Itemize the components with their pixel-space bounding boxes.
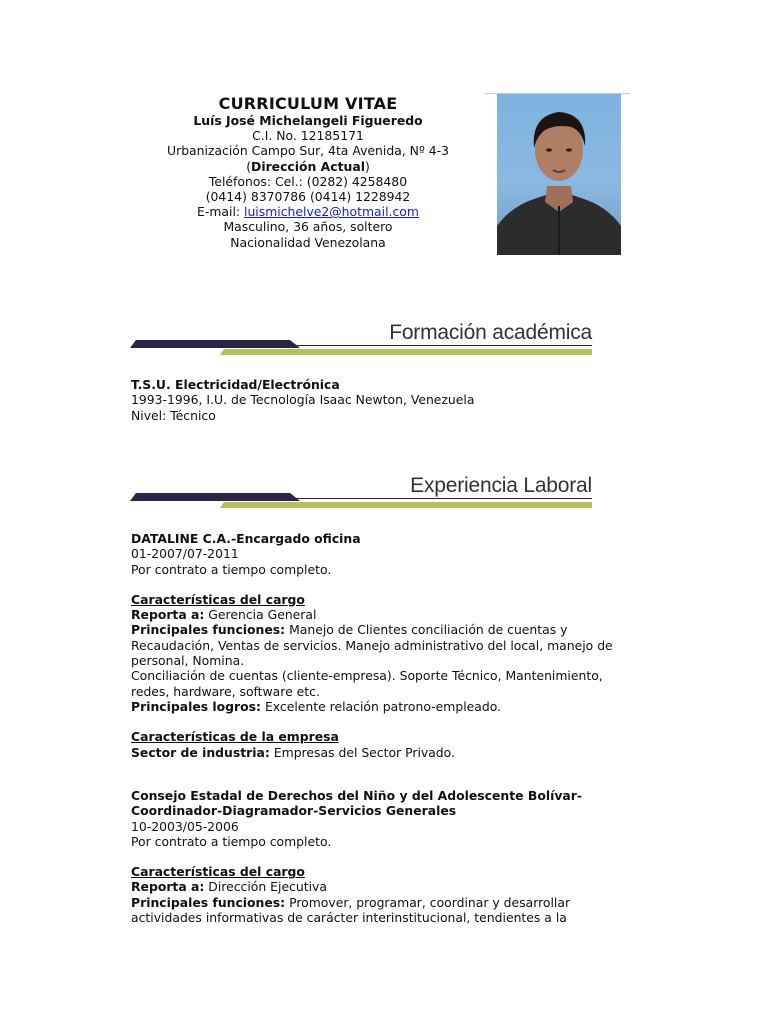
job-1-funciones: Principales funciones: Manejo de Clientes conciliación de cuentas y xyxy=(131,622,568,638)
job-1-reporta: Reporta a: Gerencia General xyxy=(131,607,317,623)
education-block xyxy=(131,377,631,423)
job-1-empresa-heading: Características de la empresa xyxy=(131,729,339,745)
job-2-dates: 10-2003/05-2006 xyxy=(131,818,239,834)
spacer xyxy=(131,714,631,729)
banner-green-bar xyxy=(220,502,592,508)
address-note: (Dirección Actual) xyxy=(246,158,370,174)
job-2-reporta: Reporta a: Dirección Ejecutiva xyxy=(131,879,327,895)
job-1-contract: Por contrato a tiempo completo. xyxy=(131,561,332,577)
job-2-title-line-1: Consejo Estadal de Derechos del Niño y del Adolescente Bolívar- xyxy=(131,788,583,803)
education-degree: T.S.U. Electricidad/Electrónica xyxy=(131,377,340,392)
education-level: Nivel: Técnico xyxy=(131,407,216,423)
job-2-cargo-heading: Características del cargo xyxy=(131,864,305,880)
job-2-contract: Por contrato a tiempo completo. xyxy=(131,833,332,849)
section-formacion-header xyxy=(130,321,592,355)
job-2-funciones: Principales funciones: Promover, programar, coordinar y desarrollar xyxy=(131,894,571,910)
person-name: Luís José Michelangeli Figueredo xyxy=(193,113,423,128)
id-number: C.I. No. 12185171 xyxy=(252,128,364,144)
job-1-funciones-line: Conciliación de cuentas (cliente-empresa). Soporte Técnico, Mantenimiento, xyxy=(131,668,603,684)
job-1-block xyxy=(131,531,631,760)
job-2-block xyxy=(131,788,631,925)
nationality: Nacionalidad Venezolana xyxy=(230,234,386,250)
email-link[interactable]: luismichelve2@hotmail.com xyxy=(244,204,419,220)
banner-dark-bar xyxy=(130,493,300,501)
job-1-funciones-line: Recaudación, Ventas de servicios. Manejo administrativo del local, manejo de xyxy=(131,637,613,653)
phones-line-2: (0414) 8370786 (0414) 1228942 xyxy=(205,189,411,205)
job-1-funciones-line: redes, hardware, software etc. xyxy=(131,683,320,699)
spacer xyxy=(131,577,631,592)
banner-green-bar xyxy=(220,349,592,355)
email-line: E-mail: luismichelve2@hotmail.com xyxy=(197,204,419,220)
job-1-sector: Sector de industria: Empresas del Sector Privado. xyxy=(131,744,455,760)
cv-header xyxy=(150,94,466,250)
section-experiencia-header xyxy=(130,474,592,508)
banner-rule xyxy=(280,498,592,499)
person-portrait-icon xyxy=(497,94,621,255)
profile-photo xyxy=(497,94,621,255)
job-2-funciones-line: actividades informativas de carácter interinstitucional, tendientes a la xyxy=(131,910,567,926)
job-1-funciones-line: personal, Nomina. xyxy=(131,653,245,669)
job-1-dates: 01-2007/07-2011 xyxy=(131,546,239,562)
personal-info: Masculino, 36 años, soltero xyxy=(223,219,393,235)
job-1-title: DATALINE C.A.-Encargado oficina xyxy=(131,531,361,546)
banner-dark-bar xyxy=(130,340,300,348)
address: Urbanización Campo Sur, 4ta Avenida, Nº 4-3 xyxy=(167,143,449,159)
job-1-logros: Principales logros: Excelente relación patrono-empleado. xyxy=(131,698,502,714)
banner-rule xyxy=(280,345,592,346)
education-detail: 1993-1996, I.U. de Tecnología Isaac Newton, Venezuela xyxy=(131,392,475,408)
section-title-formacion: Formación académica xyxy=(389,321,592,344)
phones-line-1: Teléfonos: Cel.: (0282) 4258480 xyxy=(208,173,408,189)
job-1-cargo-heading: Características del cargo xyxy=(131,591,305,607)
document-title: CURRICULUM VITAE xyxy=(218,94,398,113)
job-2-title-line-2: Coordinador-Diagramador-Servicios Generales xyxy=(131,803,457,819)
spacer xyxy=(131,849,631,864)
section-title-experiencia: Experiencia Laboral xyxy=(410,474,592,497)
